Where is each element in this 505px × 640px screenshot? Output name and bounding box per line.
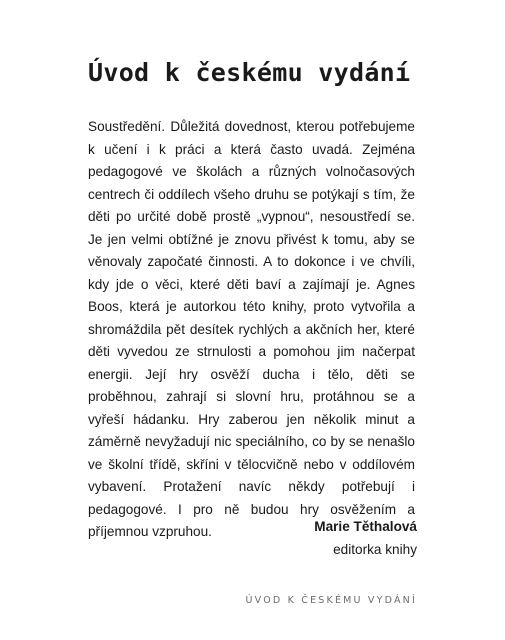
running-footer: ÚVOD K ČESKÉMU VYDÁNÍ — [245, 595, 417, 606]
signature-role: editorka knihy — [333, 541, 417, 557]
page-title: Úvod k českému vydání — [88, 58, 411, 87]
signature — [314, 516, 417, 561]
body-paragraph: Soustředění. Důležitá dovednost, kterou potřebujeme k učení i k práci a která často uvadá. Zejména pedagogové ve školách a různých volnočasových centrech či oddílech všeho druhu se potýkají s tím, že děti po určité době prostě „vypnou“, nesoustředí se. Je jen velmi obtížné je znovu přivést k tomu, aby se věnovaly započaté činnosti. A to dokonce i ve chvíli, kdy jde o věci, které děti baví a zajímají je. Agnes Boos, která je autorkou této knihy, proto vytvořila a shromáždila pět desítek rychlých a akčních her, které děti vyvedou ze strnulosti a pomohou jim načerpat energii. Její hry osvěží ducha i tělo, děti se proběhnou, zahrají si slovní hru, protáhnou se a vyřeší hádanku. Hry zaberou jen několik minut a záměrně nevyžadují nic speciálního, co by se nenašlo ve školní třídě, skříni v tělocvičně nebo v oddílovém vybavení. Protažení navíc někdy potřebují i pedagogové. I pro ně budou hry osvěžením a příjemnou vzpruhou. — [88, 119, 415, 539]
signature-name: Marie Těthalová — [314, 519, 417, 534]
